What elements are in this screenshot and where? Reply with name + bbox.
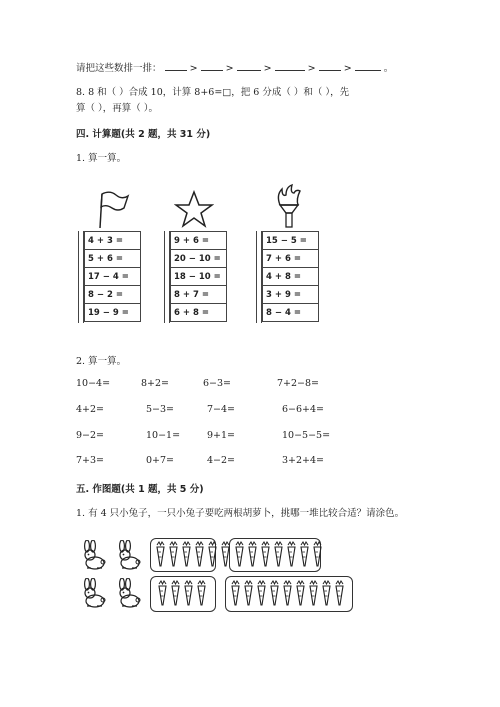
calc-cell[interactable]: 18 − 10 =	[171, 268, 227, 286]
carrot-icon	[221, 541, 230, 570]
answer-blank[interactable]	[201, 61, 223, 71]
carrot-icon	[309, 580, 318, 609]
carrot-icon	[270, 580, 279, 609]
table-row	[263, 250, 319, 268]
calc-table-2	[170, 231, 227, 322]
question-label: 1. 算一算。	[76, 153, 127, 164]
calc-cell[interactable]: 17 − 4 =	[85, 268, 141, 286]
table-row	[263, 268, 319, 286]
q8-line2: 算（ ），再算（ ）。	[76, 103, 159, 114]
answer-blank[interactable]	[319, 61, 341, 71]
table-row	[85, 286, 141, 304]
carrot-icon	[197, 580, 206, 609]
q7-line: 请把这些数排一排： > > > > > 。	[76, 63, 394, 74]
table-row	[263, 286, 319, 304]
section-title: 五. 作图题(共 1 题，共 5 分)	[76, 484, 204, 495]
calc-cell[interactable]: 4 + 8 =	[263, 268, 319, 286]
calc-cell[interactable]: 8 + 7 =	[171, 286, 227, 304]
table-row	[171, 250, 227, 268]
question-label: 1. 有 4 只小兔子，一只小兔子要吃两根胡萝卜，挑哪一堆比较合适？请涂色。	[76, 508, 405, 519]
equation[interactable]: 6−3=	[203, 378, 232, 389]
table-row	[85, 250, 141, 268]
carrot-icon	[182, 541, 191, 570]
rabbit-icon	[113, 540, 141, 573]
table-row	[263, 232, 319, 250]
torch-icon	[270, 183, 306, 229]
carrot-icon	[184, 580, 193, 609]
rabbit-icon	[78, 540, 106, 573]
carrot-icon	[208, 541, 217, 570]
equation[interactable]: 3+2+4=	[282, 455, 325, 466]
q7-text: 请把这些数排一排：	[76, 63, 162, 74]
calc-cell[interactable]: 19 − 9 =	[85, 304, 141, 322]
equation[interactable]: 4+2=	[76, 404, 105, 415]
carrot-icon	[158, 580, 167, 609]
carrot-icon	[274, 541, 283, 570]
table-row	[85, 232, 141, 250]
carrot-icon	[335, 580, 344, 609]
calc-cell[interactable]: 20 − 10 =	[171, 250, 227, 268]
calc-cell[interactable]: 7 + 6 =	[263, 250, 319, 268]
question-label: 2. 算一算。	[76, 356, 127, 367]
calc-cell[interactable]: 15 − 5 =	[263, 232, 319, 250]
carrot-icon	[287, 541, 296, 570]
rabbit-icon	[113, 578, 141, 611]
carrot-icon	[169, 541, 178, 570]
answer-blank[interactable]	[275, 61, 305, 71]
calc-cell[interactable]: 9 + 6 =	[171, 232, 227, 250]
equation[interactable]: 7−4=	[207, 404, 236, 415]
carrot-icon	[248, 541, 257, 570]
calc-cell[interactable]: 8 − 4 =	[263, 304, 319, 322]
calc-cell[interactable]: 4 + 3 =	[85, 232, 141, 250]
calc-cell[interactable]: 5 + 6 =	[85, 250, 141, 268]
carrot-icon	[257, 580, 266, 609]
table-row	[263, 304, 319, 322]
equation[interactable]: 10−4=	[76, 378, 111, 389]
answer-blank[interactable]	[355, 61, 381, 71]
carrot-icon	[244, 580, 253, 609]
table-row	[171, 286, 227, 304]
answer-blank[interactable]	[165, 61, 187, 71]
carrot-icon	[313, 541, 322, 570]
equation[interactable]: 10−1=	[146, 430, 181, 441]
table-row	[85, 304, 141, 322]
equation[interactable]: 7+2−8=	[277, 378, 320, 389]
calc-table-3	[262, 231, 319, 322]
equation[interactable]: 5−3=	[146, 404, 175, 415]
equation[interactable]: 4−2=	[207, 455, 236, 466]
calc-table-1	[84, 231, 141, 322]
calc-cell[interactable]: 8 − 2 =	[85, 286, 141, 304]
calc-cell[interactable]: 3 + 9 =	[263, 286, 319, 304]
answer-blank[interactable]	[237, 61, 261, 71]
table-row	[171, 232, 227, 250]
section-title: 四. 计算题(共 2 题，共 31 分)	[76, 129, 211, 140]
rabbit-icon	[78, 578, 106, 611]
carrot-icon	[300, 541, 309, 570]
carrot-icon	[322, 580, 331, 609]
carrot-icon	[156, 541, 165, 570]
equation[interactable]: 9−2=	[76, 430, 105, 441]
carrot-icon	[296, 580, 305, 609]
equation[interactable]: 7+3=	[76, 455, 105, 466]
carrot-icon	[195, 541, 204, 570]
equation[interactable]: 0+7=	[146, 455, 175, 466]
q8-line1: 8. 8 和（ ）合成 10，计算 8+6=□，把 6 分成（ ）和（ ），先	[76, 87, 350, 98]
calc-cell[interactable]: 6 + 8 =	[171, 304, 227, 322]
carrot-icon	[171, 580, 180, 609]
carrot-icon	[231, 580, 240, 609]
carrot-icon	[283, 580, 292, 609]
table-row	[171, 304, 227, 322]
equation[interactable]: 8+2=	[141, 378, 170, 389]
flag-icon	[94, 188, 134, 228]
table-row	[171, 268, 227, 286]
carrot-icon	[235, 541, 244, 570]
carrot-icon	[261, 541, 270, 570]
star-icon	[174, 190, 214, 228]
table-row	[85, 268, 141, 286]
equation[interactable]: 9+1=	[207, 430, 236, 441]
equation[interactable]: 6−6+4=	[282, 404, 325, 415]
equation[interactable]: 10−5−5=	[282, 430, 331, 441]
